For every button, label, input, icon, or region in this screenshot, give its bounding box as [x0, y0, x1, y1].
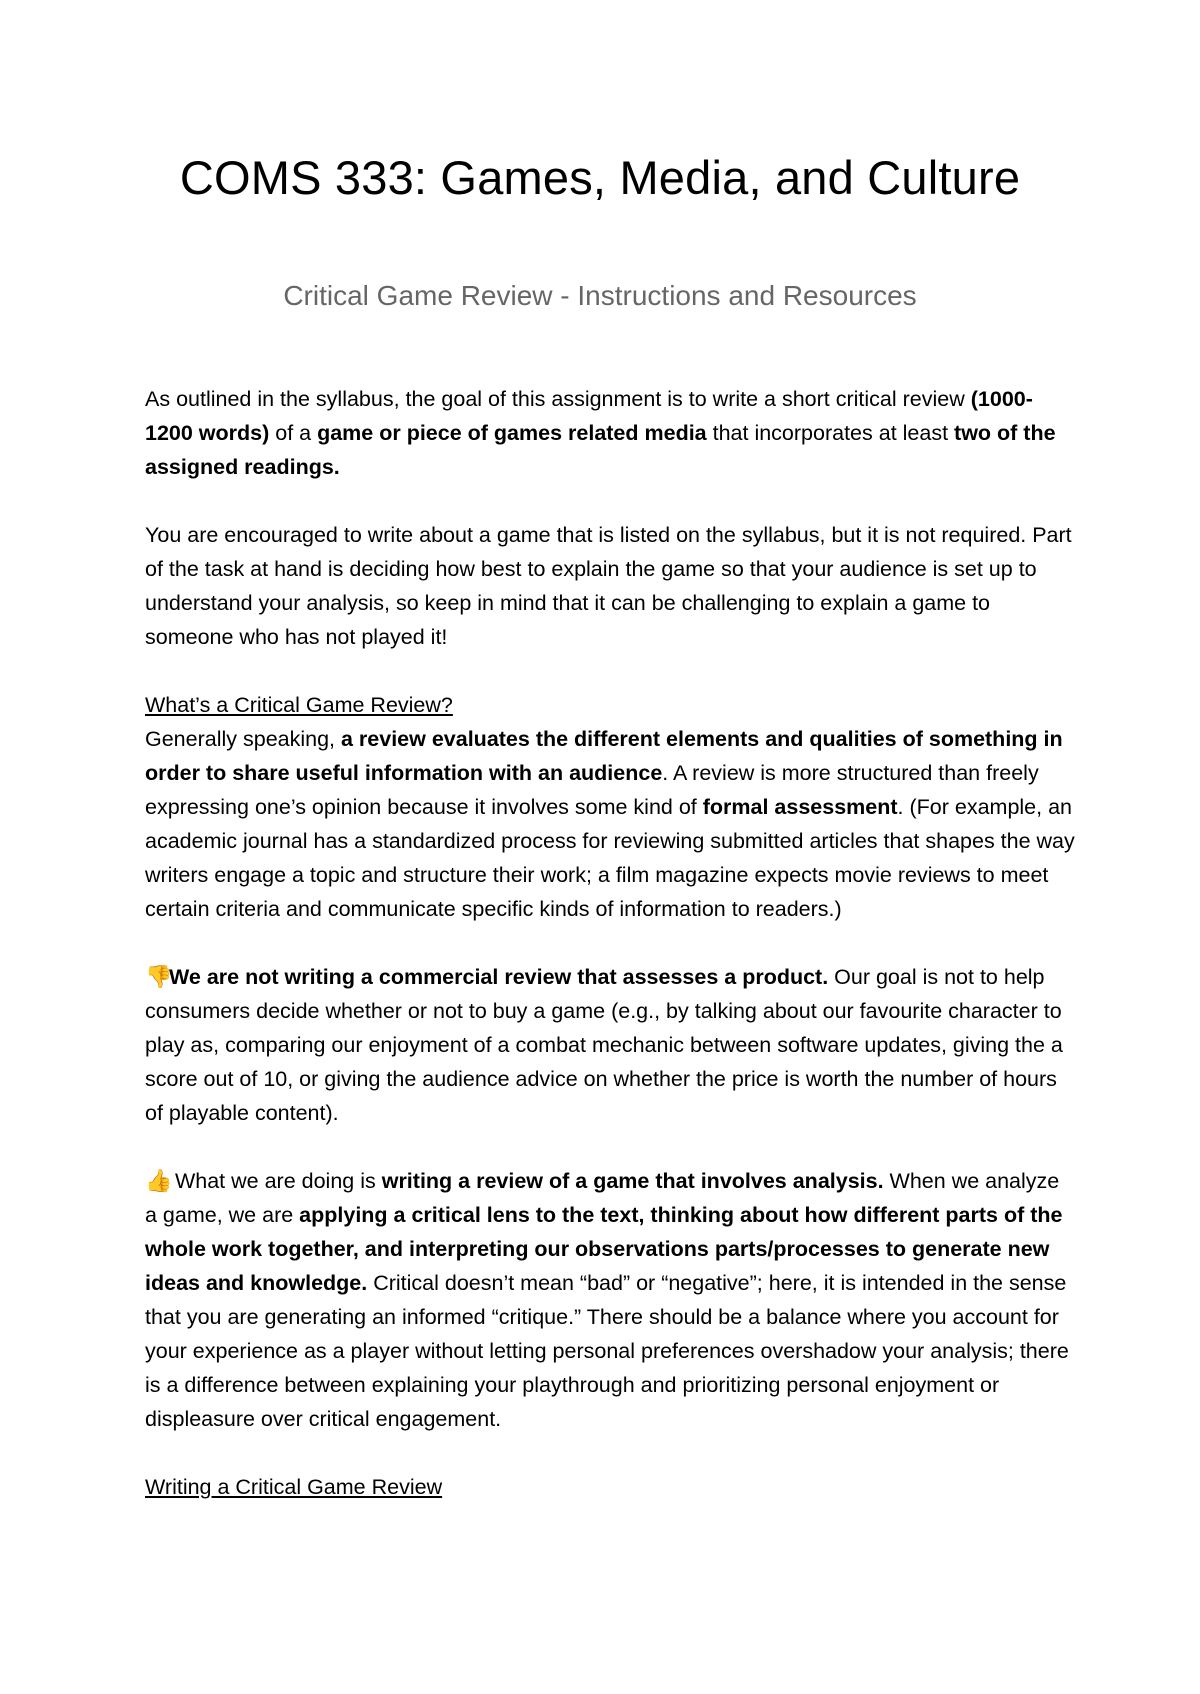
formal-assessment-text: formal assessment: [702, 795, 898, 819]
analysis-bold-text-1: writing a review of a game that involves analysis.: [381, 1169, 884, 1193]
document-subtitle: Critical Game Review - Instructions and Resources: [283, 280, 917, 311]
intro-text-2: of a: [269, 421, 318, 445]
intro-text-3: that incorporates at least: [706, 421, 955, 445]
analysis-text-1: What we are doing is: [169, 1169, 382, 1193]
definition-text-2: . A review is more structured than freely expressing one’s opinion because it involves some kind of: [145, 761, 1039, 819]
encouragement-paragraph: You are encouraged to write about a game that is listed on the syllabus, but it is not required. Part of the task at hand is deciding how best to explain the game so that your audience is set up to understand your analysis, so keep in mind that it can be challenging to explain a game to someone who has not played it!: [145, 523, 1072, 649]
not-commercial-bold-text: We are not writing a commercial review that assesses a product.: [169, 965, 829, 989]
media-type-text: game or piece of games related media: [317, 421, 707, 445]
analysis-paragraph: [145, 1164, 1075, 1436]
document-title: COMS 333: Games, Media, and Culture: [179, 151, 1021, 204]
section-heading-writing-review: Writing a Critical Game Review: [145, 1475, 443, 1499]
readings-requirement-text: two of the assigned readings.: [145, 421, 1056, 479]
intro-text-1: As outlined in the syllabus, the goal of this assignment is to write a short critical review: [145, 387, 971, 411]
analysis-bold-text-2: applying a critical lens to the text, thinking about how different parts of the whole work together, and interpreting our observations parts/processes to generate new ideas and knowledge.: [145, 1203, 1063, 1295]
word-count-text: (1000-1200 words): [145, 387, 1033, 445]
intro-paragraph: [145, 382, 1075, 484]
definition-text-1: Generally speaking,: [145, 727, 341, 751]
definition-bold-text: a review evaluates the different elements and qualities of something in order to share useful information with an audience: [145, 727, 1063, 785]
critical-review-section: [145, 688, 1075, 926]
not-commercial-text: Our goal is not to help consumers decide whether or not to buy a game (e.g., by talking about our favourite character to play as, comparing our enjoyment of a combat mechanic between software updates, giving the a score out of 10, or giving the audience advice on whether the price is worth the number of hours of playable content).: [145, 965, 1063, 1125]
document-body: [145, 382, 1075, 1538]
analysis-text-3: Critical doesn’t mean “bad” or “negative”; here, it is intended in the sense that you are generating an informed “critique.” There should be a balance where you account for your experience as a player without letting personal preferences overshadow your analysis; there is a difference between explaining your playthrough and prioritizing personal enjoyment or displeasure over critical engagement.: [145, 1271, 1069, 1431]
thumbs-up-icon: 👍: [145, 1168, 173, 1193]
section-heading-critical-review: What’s a Critical Game Review?: [145, 693, 453, 717]
thumbs-down-icon: 👎: [145, 964, 173, 989]
definition-text-3: . (For example, an academic journal has a standardized process for reviewing submitted articles that shapes the way writers engage a topic and structure their work; a film magazine expects movie reviews to meet certain criteria and communicate specific kinds of information to readers.): [145, 795, 1075, 921]
analysis-text-2: When we analyze a game, we are: [145, 1169, 1060, 1227]
not-commercial-paragraph: [145, 960, 1075, 1130]
